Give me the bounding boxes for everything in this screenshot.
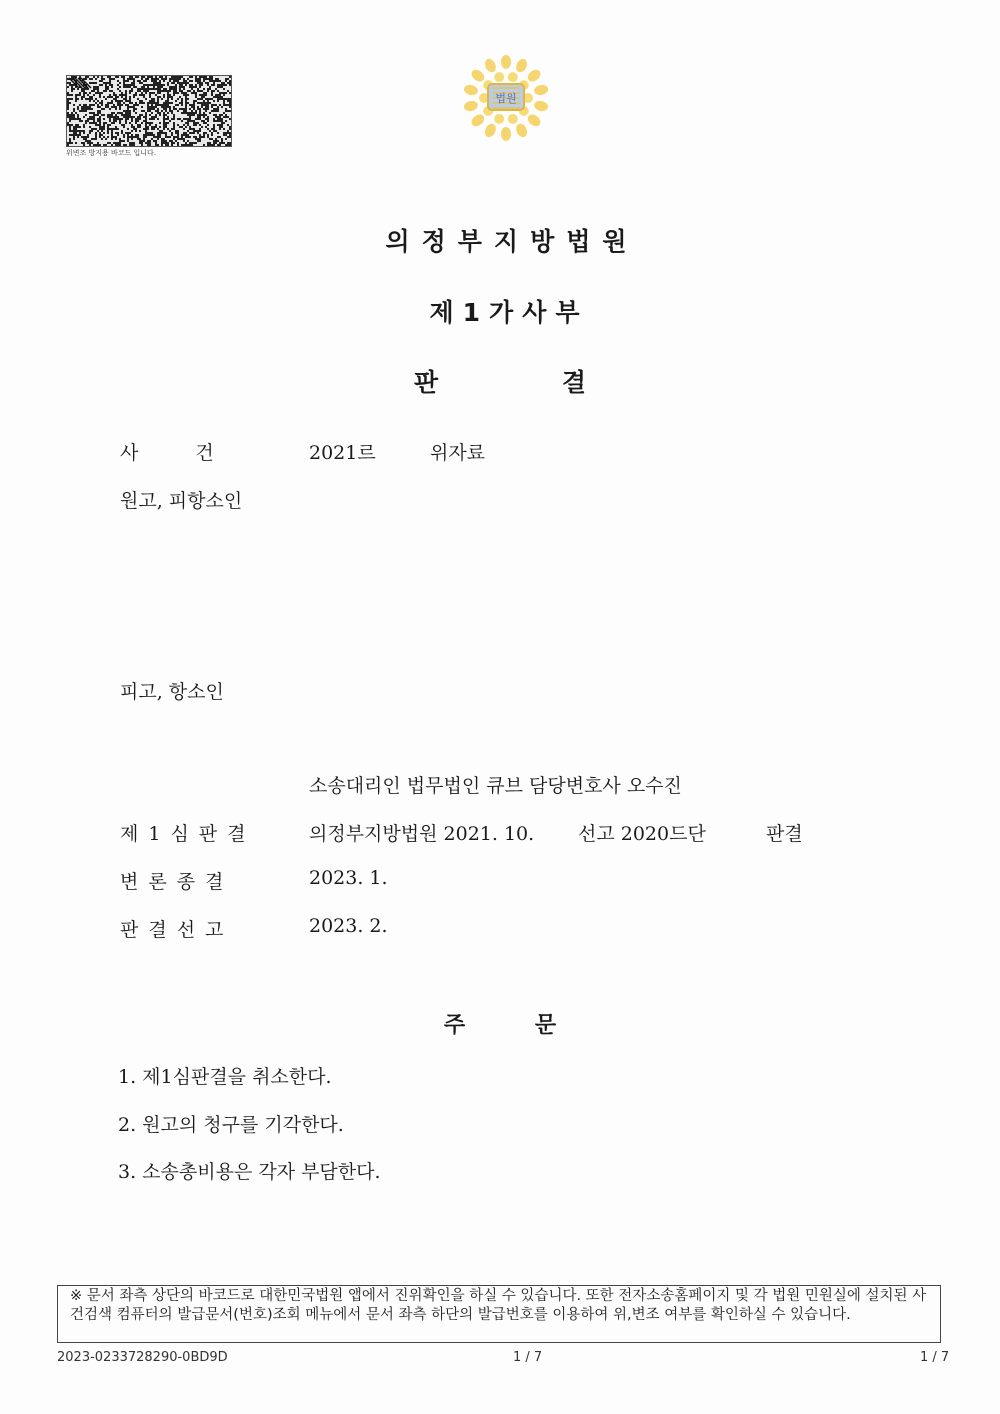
case-number: 2021르 xyxy=(309,442,376,464)
closing-date: 2023. 1. xyxy=(309,867,388,889)
plaintiff-label: 원고, 피항소인 xyxy=(120,490,243,512)
case-title: 위자료 xyxy=(430,442,486,464)
barcode-pattern xyxy=(67,76,231,146)
ruling-date: 2023. 2. xyxy=(309,915,388,937)
defendant-label: 피고, 항소인 xyxy=(120,681,224,703)
order-item-2: 2. 원고의 청구를 기각한다. xyxy=(118,1114,344,1136)
first-instance-case: 선고 2020드단 xyxy=(578,823,706,845)
verification-barcode xyxy=(66,75,232,147)
document-type: 판 결 xyxy=(413,368,586,397)
department-name: 제1가사부 xyxy=(429,298,589,327)
court-name: 의정부지방법원 xyxy=(385,227,639,256)
first-instance-label: 제1심판결 xyxy=(120,823,256,845)
page-number-center: 1 / 7 xyxy=(513,1350,543,1365)
first-instance-court: 의정부지방법원 2021. 10. xyxy=(309,823,535,845)
counsel-info: 소송대리인 법무법인 큐브 담당변호사 오수진 xyxy=(309,775,682,797)
court-seal-icon xyxy=(458,52,554,144)
ruling-label: 판결선고 xyxy=(120,919,234,941)
seal-text: 법원 xyxy=(495,92,517,105)
verification-notice: ※ 문서 좌측 상단의 바코드로 대한민국법원 앱에서 진위확인을 하실 수 있습니다. 또한 전자소송홈페이지 및 각 법원 민원실에 설치된 사건검색 컴퓨터의 발급문서(번호)조회 메뉴에서 문서 좌측 하단의 발급번호를 이용하여 위,변조 여부를 확인하실 수 있습니다. xyxy=(57,1285,941,1343)
order-heading: 주 문 xyxy=(443,1013,557,1038)
first-instance-suffix: 판결 xyxy=(766,823,803,845)
page-number-right: 1 / 7 xyxy=(920,1350,950,1365)
order-item-3: 3. 소송총비용은 각자 부담한다. xyxy=(118,1161,381,1183)
issue-number: 2023-0233728290-0BD9D xyxy=(57,1350,228,1365)
closing-label: 변론종결 xyxy=(120,871,234,893)
case-label: 사 건 xyxy=(120,442,214,464)
order-item-1: 1. 제1심판결을 취소한다. xyxy=(118,1066,332,1088)
barcode-caption: 위변조 방지용 바코드 입니다. xyxy=(66,149,157,157)
